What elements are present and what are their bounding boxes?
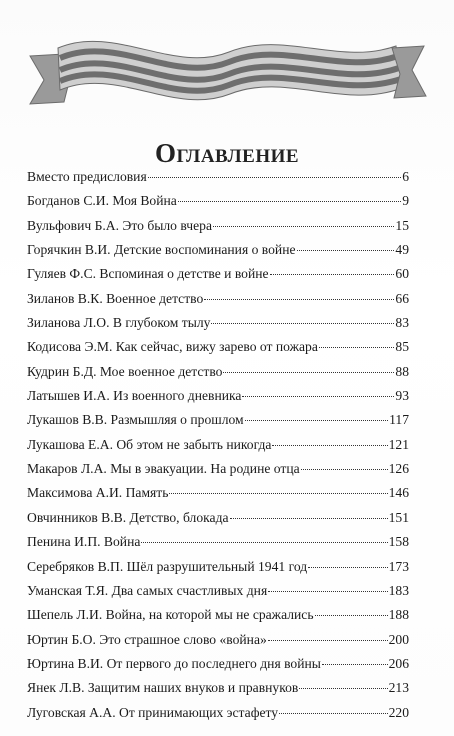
toc-entry-title: Луговская А.А. От принимающих эстафету (27, 704, 279, 720)
toc-leader-dots (223, 372, 394, 373)
toc-leader-dots (204, 299, 394, 300)
toc-leader-dots (148, 177, 401, 178)
toc-entry-page: 60 (395, 266, 409, 282)
toc-leader-dots (268, 640, 388, 641)
toc-entry-page: 15 (395, 217, 409, 233)
toc-entry-page: 85 (395, 339, 409, 355)
toc-entry-page: 88 (395, 363, 409, 379)
toc-entry-title: Овчинников В.В. Детство, блокада (27, 509, 229, 525)
toc-entry-title: Горячкин В.И. Детские воспоминания о войне (27, 242, 296, 258)
toc-entry (27, 266, 409, 290)
toc-entry-page: 151 (388, 509, 409, 525)
toc-leader-dots (315, 615, 388, 616)
toc-entry-page: 213 (388, 680, 409, 696)
toc-entry-title: Макаров Л.А. Мы в эвакуации. На родине отца (27, 461, 300, 477)
toc-entry (27, 534, 409, 558)
toc-entry-page: 9 (402, 193, 409, 209)
toc-entry (27, 437, 409, 461)
toc-leader-dots (213, 226, 394, 227)
toc-entry (27, 461, 409, 485)
toc-leader-dots (268, 591, 387, 592)
toc-entry (27, 680, 409, 704)
toc-entry-page: 146 (388, 485, 409, 501)
toc-leader-dots (211, 323, 394, 324)
toc-entry-title: Максимова А.И. Память (27, 485, 169, 501)
toc-entry (27, 632, 409, 656)
toc-leader-dots (242, 396, 394, 397)
toc-entry-page: 117 (389, 412, 409, 428)
toc-entry (27, 583, 409, 607)
toc-leader-dots (301, 469, 388, 470)
toc-entry-title: Кудрин Б.Д. Мое военное детство (27, 363, 223, 379)
toc-leader-dots (308, 567, 387, 568)
st-george-ribbon-ornament (24, 18, 430, 110)
toc-entry-page: 183 (388, 582, 409, 598)
toc-entry-title: Латышев И.А. Из военного дневника (27, 388, 242, 404)
toc-entry (27, 656, 409, 680)
toc-leader-dots (297, 250, 395, 251)
toc-entry-title: Юртин Б.О. Это страшное слово «война» (27, 631, 267, 647)
toc-entry (27, 412, 409, 436)
toc-entry (27, 364, 409, 388)
toc-entry-page: 83 (395, 315, 409, 331)
toc-entry (27, 559, 409, 583)
toc-entry-title: Зиланова Л.О. В глубоком тылу (27, 315, 211, 331)
toc-entry-page: 200 (388, 631, 409, 647)
toc-entry-title: Кодисова Э.М. Как сейчас, вижу зарево от пожара (27, 339, 318, 355)
toc-entry-title: Серебряков В.П. Шёл разрушительный 1941 год (27, 558, 308, 574)
toc-entry (27, 705, 409, 729)
toc-leader-dots (230, 518, 388, 519)
toc-entry (27, 339, 409, 363)
toc-entry-page: 173 (388, 558, 409, 574)
toc-entry-title: Зиланов В.К. Военное детство (27, 290, 204, 306)
toc-leader-dots (178, 201, 401, 202)
table-of-contents (27, 169, 409, 729)
toc-entry-page: 188 (388, 607, 409, 623)
toc-entry (27, 315, 409, 339)
toc-entry-page: 158 (388, 534, 409, 550)
toc-leader-dots (299, 688, 387, 689)
toc-leader-dots (270, 274, 395, 275)
toc-entry-title: Пенина И.П. Война (27, 534, 141, 550)
toc-leader-dots (141, 542, 387, 543)
toc-entry-title: Гуляев Ф.С. Вспоминая о детстве и войне (27, 266, 269, 282)
toc-leader-dots (245, 420, 388, 421)
toc-entry-page: 6 (402, 169, 409, 184)
toc-entry-title: Уманская Т.Я. Два самых счастливых дня (27, 582, 268, 598)
toc-entry (27, 291, 409, 315)
toc-entry-page: 121 (388, 436, 409, 452)
toc-entry-title: Юртина В.И. От первого до последнего дня войны (27, 655, 321, 671)
toc-entry-title: Вместо предисловия (27, 169, 147, 184)
toc-entry-title: Янек Л.В. Защитим наших внуков и правнуков (27, 680, 299, 696)
toc-entry-page: 49 (395, 242, 409, 258)
toc-entry-title: Лукашова Е.А. Об этом не забыть никогда (27, 436, 272, 452)
toc-leader-dots (322, 664, 388, 665)
toc-leader-dots (279, 713, 388, 714)
toc-entry (27, 388, 409, 412)
toc-entry-title: Вульфович Б.А. Это было вчера (27, 217, 212, 233)
toc-entry-page: 206 (388, 655, 409, 671)
toc-entry-title: Лукашов В.В. Размышляя о прошлом (27, 412, 244, 428)
toc-entry (27, 485, 409, 509)
toc-entry (27, 510, 409, 534)
toc-entry-page: 126 (388, 461, 409, 477)
toc-leader-dots (319, 347, 395, 348)
toc-entry (27, 193, 409, 217)
toc-entry-page: 66 (395, 290, 409, 306)
toc-entry (27, 218, 409, 242)
toc-entry (27, 242, 409, 266)
toc-entry-title: Богданов С.И. Моя Война (27, 193, 177, 209)
toc-entry (27, 607, 409, 631)
toc-entry-page: 93 (395, 388, 409, 404)
toc-leader-dots (272, 445, 387, 446)
toc-entry (27, 169, 409, 193)
toc-leader-dots (169, 493, 387, 494)
toc-entry-page: 220 (388, 704, 409, 720)
toc-entry-title: Шепель Л.И. Война, на которой мы не сражались (27, 607, 314, 623)
page-title: Оглавление (154, 138, 300, 169)
